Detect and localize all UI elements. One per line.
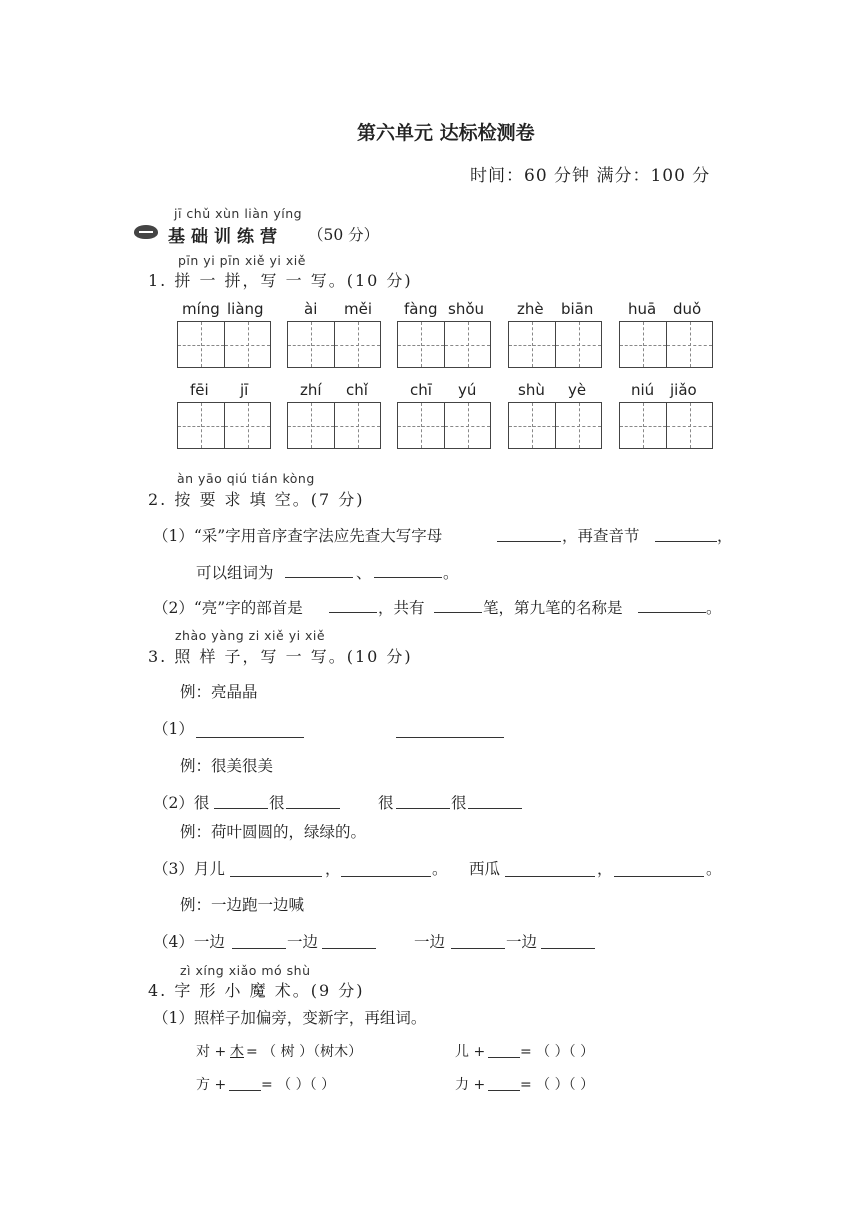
answer-blank[interactable] (374, 577, 442, 578)
tianzige-box[interactable] (397, 321, 491, 368)
box-pinyin-8a: chī (410, 381, 432, 399)
answer-blank[interactable] (488, 1090, 520, 1091)
box-pinyin-4b: biān (561, 300, 594, 318)
q2-part2-text3: 笔，第九笔的名称是 (483, 599, 623, 617)
tianzige-box[interactable] (287, 321, 381, 368)
answer-blank[interactable] (285, 577, 353, 578)
q4-pinyin: zì xíng xiǎo mó shù (180, 963, 311, 978)
q4-item-li: 力 + (455, 1077, 486, 1093)
q1-pinyin: pīn yi pīn xiě yi xiě (178, 253, 306, 268)
box-pinyin-8b: yú (458, 381, 477, 399)
q4-item-er: 儿 + (455, 1044, 486, 1060)
q3-text: 3. 照 样 子，写 一 写。(10 分) (148, 647, 413, 666)
q2-part2-text2: ，共有 (378, 599, 425, 617)
q3-yibian: 一边 (287, 933, 319, 951)
q3-period: 。 (432, 860, 448, 878)
tianzige-box[interactable] (397, 402, 491, 449)
answer-blank[interactable] (434, 612, 482, 613)
q3-yibian: 一边 (414, 933, 446, 951)
tianzige-box[interactable] (619, 321, 713, 368)
q4-item-fang-answer: = （ ）（ ） (261, 1077, 336, 1093)
box-pinyin-6a: fēi (190, 381, 209, 399)
q3-pinyin: zhào yàng zi xiě yi xiě (175, 628, 326, 643)
tianzige-box[interactable] (619, 402, 713, 449)
q3-hen: 很 (451, 794, 467, 812)
q4-text: 4. 字 形 小 魔 术。(9 分) (148, 981, 365, 1000)
answer-blank[interactable] (230, 876, 322, 877)
q4-item-li-answer: = （ ）（ ） (520, 1077, 595, 1093)
q2-part1-prompt: （1）“采”字用音序查字法应先查大写字母 (153, 527, 443, 545)
section1-pinyin: jī chǔ xùn liàn yíng (174, 206, 303, 221)
answer-blank[interactable] (329, 612, 377, 613)
tianzige-box[interactable] (287, 402, 381, 449)
box-pinyin-5a: huā (628, 300, 657, 318)
section1-score: （50 分） (308, 226, 380, 244)
box-pinyin-9b: yè (568, 381, 587, 399)
answer-blank[interactable] (322, 948, 376, 949)
answer-blank[interactable] (541, 948, 595, 949)
q2-part1-comma: ， (717, 527, 733, 545)
q4-example-left: 对 + (196, 1044, 227, 1060)
answer-blank[interactable] (451, 948, 505, 949)
q3-part1-label: （1） (153, 720, 194, 738)
answer-blank[interactable] (614, 876, 704, 877)
answer-blank[interactable] (468, 808, 522, 809)
answer-blank[interactable] (214, 808, 268, 809)
box-pinyin-1a: míng (182, 300, 220, 318)
q2-pinyin: àn yāo qiú tián kòng (177, 471, 315, 486)
q3-part3-label: （3）月儿 (153, 860, 225, 878)
box-pinyin-3b: shǒu (448, 300, 485, 318)
q4-example-right: = （ 树 ）（树木） (246, 1044, 363, 1060)
box-pinyin-4a: zhè (517, 300, 544, 318)
box-pinyin-7a: zhí (300, 381, 322, 399)
page-title: 第六单元 达标检测卷 (357, 122, 535, 144)
answer-blank[interactable] (638, 612, 706, 613)
box-pinyin-10a: niú (631, 381, 655, 399)
answer-blank[interactable] (196, 737, 304, 738)
answer-blank[interactable] (505, 876, 595, 877)
q1-text: 1. 拼 一 拼，写 一 写。(10 分) (148, 271, 413, 290)
q3-example4: 例：一边跑一边喊 (180, 896, 305, 914)
answer-blank[interactable] (655, 541, 717, 542)
box-pinyin-2a: ài (304, 300, 318, 318)
answer-blank[interactable] (497, 541, 561, 542)
q3-comma: ， (597, 860, 613, 878)
q4-item-fang: 方 + (196, 1077, 227, 1093)
q3-period: 。 (706, 860, 722, 878)
q2-part2-period: 。 (706, 599, 722, 617)
q3-example3: 例：荷叶圆圆的，绿绿的。 (180, 823, 367, 841)
q3-yibian: 一边 (506, 933, 538, 951)
section-number-badge (134, 225, 158, 239)
q3-example1: 例：亮晶晶 (180, 683, 258, 701)
answer-blank[interactable] (341, 876, 431, 877)
q2-text: 2. 按 要 求 填 空。(7 分) (148, 490, 365, 509)
tianzige-box[interactable] (177, 321, 271, 368)
q4-item-er-answer: = （ ）（ ） (520, 1044, 595, 1060)
tianzige-box[interactable] (508, 402, 602, 449)
box-pinyin-3a: fàng (404, 300, 438, 318)
tianzige-box[interactable] (177, 402, 271, 449)
answer-blank[interactable] (286, 808, 340, 809)
q3-part2-label: （2）很 (153, 794, 210, 812)
q3-comma: ， (325, 860, 341, 878)
answer-blank[interactable] (396, 737, 504, 738)
q3-xigua: 西瓜 (469, 860, 501, 878)
box-pinyin-6b: jī (240, 381, 249, 399)
q4-part1-instruction: （1）照样子加偏旁，变新字，再组词。 (153, 1009, 427, 1027)
box-pinyin-10b: jiǎo (670, 381, 697, 399)
q2-separator: 、 (356, 564, 372, 582)
time-score-info: 时间：60 分钟 满分：100 分 (470, 166, 711, 186)
q2-period: 。 (443, 564, 459, 582)
q2-part2-prompt: （2）“亮”字的部首是 (153, 599, 303, 617)
q2-part1-text2: ，再查音节 (562, 527, 640, 545)
box-pinyin-5b: duǒ (673, 300, 702, 318)
box-pinyin-9a: shù (518, 381, 545, 399)
section1-label: 基础训练营 (168, 227, 283, 247)
q2-part1-words-prompt: 可以组词为 (196, 564, 274, 582)
q3-hen: 很 (269, 794, 285, 812)
q3-hen: 很 (378, 794, 394, 812)
answer-blank[interactable] (229, 1090, 261, 1091)
box-pinyin-1b: liàng (227, 300, 264, 318)
q3-part4-label: （4）一边 (153, 933, 225, 951)
answer-blank[interactable] (232, 948, 286, 949)
q4-example-radical: 木 (230, 1044, 244, 1060)
tianzige-box[interactable] (508, 321, 602, 368)
q3-example2: 例：很美很美 (180, 757, 274, 775)
box-pinyin-7b: chǐ (346, 381, 368, 399)
box-pinyin-2b: měi (344, 300, 373, 318)
answer-blank[interactable] (488, 1057, 520, 1058)
answer-blank[interactable] (396, 808, 450, 809)
